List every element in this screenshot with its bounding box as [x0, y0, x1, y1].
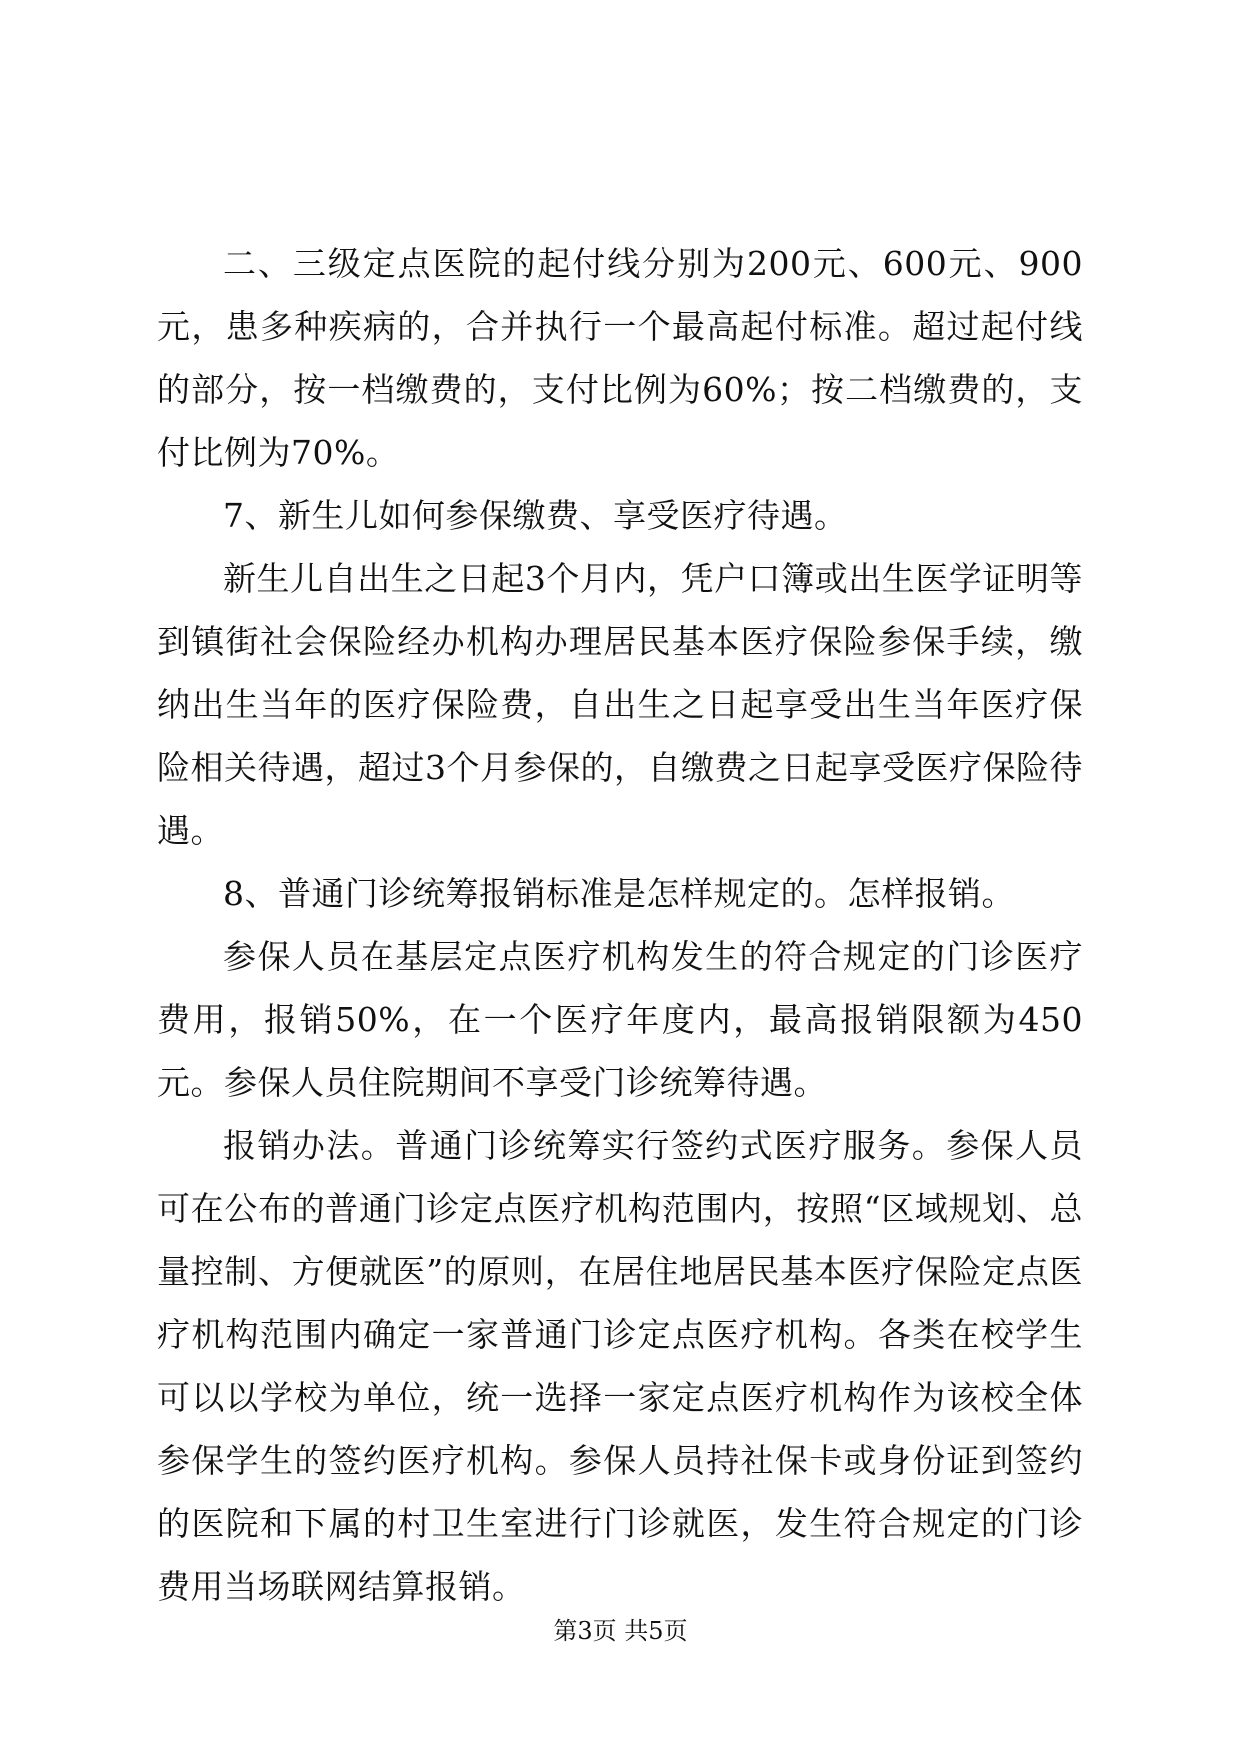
page-number-footer: 第3页 共5页 [553, 1617, 688, 1645]
heading-newborn-insurance: 7、新生儿如何参保缴费、享受医疗待遇。 [223, 496, 848, 535]
paragraph-deductible-rates: 二、三级定点医院的起付线分别为200元、600元、900元，患多种疾病的，合并执行一个最高起付标准。超过起付线的部分，按一档缴费的，支付比例为60%；按二档缴费的，支付比例为70%。 [157, 244, 1083, 472]
document-body [157, 232, 1083, 1618]
paragraph-reimbursement-method: 报销办法。普通门诊统筹实行签约式医疗服务。参保人员可在公布的普通门诊定点医疗机构范围内，按照“区域规划、总量控制、方便就医”的原则，在居住地居民基本医疗保险定点医疗机构范围内确定一家普通门诊定点医疗机构。各类在校学生可以以学校为单位，统一选择一家定点医疗机构作为该校全体参保学生的签约医疗机构。参保人员持社保卡或身份证到签约的医院和下属的村卫生室进行门诊就医，发生符合规定的门诊费用当场联网结算报销。 [157, 1126, 1083, 1606]
paragraph-outpatient-standard: 参保人员在基层定点医疗机构发生的符合规定的门诊医疗费用，报销50%，在一个医疗年度内，最高报销限额为450元。参保人员住院期间不享受门诊统筹待遇。 [157, 937, 1083, 1102]
paragraph-newborn-insurance: 新生儿自出生之日起3个月内，凭户口簿或出生医学证明等到镇街社会保险经办机构办理居民基本医疗保险参保手续，缴纳出生当年的医疗保险费，自出生之日起享受出生当年医疗保险相关待遇，超过3个月参保的，自缴费之日起享受医疗保险待遇。 [157, 559, 1083, 850]
heading-outpatient-reimbursement: 8、普通门诊统筹报销标准是怎样规定的。怎样报销。 [223, 874, 1015, 913]
